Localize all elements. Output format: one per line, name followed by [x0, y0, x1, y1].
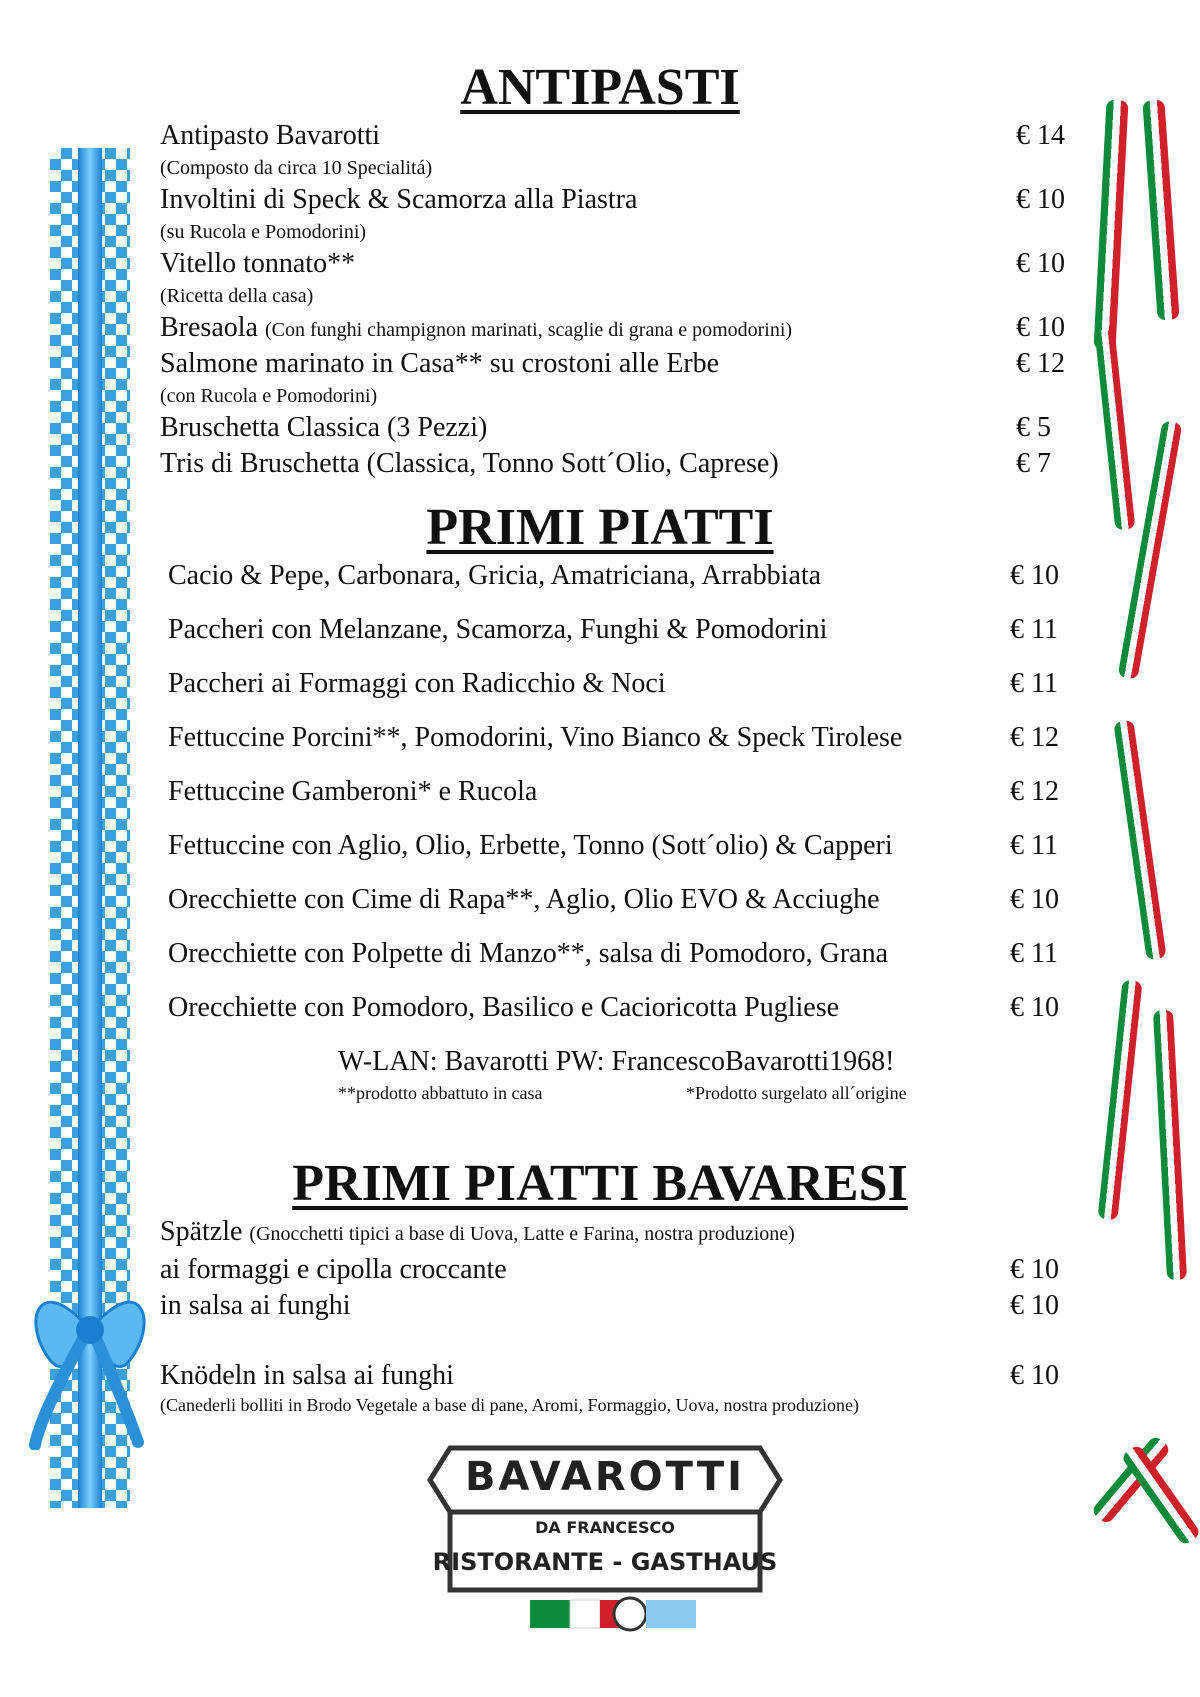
menu-item-name: ai formaggi e cipolla croccante [160, 1254, 507, 1285]
antipasti-heading: ANTIPASTI [460, 59, 740, 116]
wlan-info: W-LAN: Bavarotti PW: FrancescoBavarotti1968! [338, 1046, 895, 1077]
menu-item-description: (con Rucola e Pomodorini) [160, 385, 378, 407]
logo-tagline: RISTORANTE - GASTHAUS [432, 1548, 778, 1576]
menu-item-price: € 11 [1010, 830, 1058, 861]
menu-item-name: Fettuccine Gamberoni* e Rucola [168, 776, 538, 807]
menu-item-name: Spätzle [160, 1216, 243, 1247]
menu-item-price: € 10 [1010, 1360, 1059, 1391]
menu-item-name: Bruschetta Classica (3 Pezzi) [160, 412, 488, 443]
italian-ribbon-decoration [1153, 1010, 1187, 1281]
menu-item-bresaola [160, 312, 792, 346]
menu-item-description: (Composto da circa 10 Specialitá) [160, 157, 433, 179]
menu-item-name: Paccheri con Melanzane, Scamorza, Funghi & Pomodorini [168, 614, 828, 645]
menu-item-name: Bresaola [160, 312, 258, 343]
italian-ribbon-decoration [1093, 100, 1128, 351]
menu-item-name: Vitello tonnato** [160, 248, 356, 279]
menu-item-price: € 10 [1010, 1254, 1059, 1285]
primi-piatti-bavaresi-heading: PRIMI PIATTI BAVARESI [292, 1155, 908, 1212]
menu-item-price: € 12 [1010, 776, 1059, 807]
menu-item-name: Orecchiette con Polpette di Manzo**, salsa di Pomodoro, Grana [168, 938, 889, 969]
menu-item-price: € 11 [1010, 614, 1058, 645]
menu-item-description: (Gnocchetti tipici a base di Uova, Latte e Farina, nostra produzione) [249, 1223, 795, 1245]
menu-item-price: € 10 [1016, 248, 1065, 279]
menu-item-name: Orecchiette con Cime di Rapa**, Aglio, Olio EVO & Acciughe [168, 884, 880, 915]
menu-item-name: Antipasto Bavarotti [160, 120, 381, 151]
logo-subtitle: DA FRANCESCO [535, 1518, 675, 1537]
menu-item-price: € 14 [1016, 120, 1065, 151]
menu-item-price: € 11 [1010, 938, 1058, 969]
menu-item-description: (Canederli bolliti in Brodo Vegetale a base di pane, Aromi, Formaggio, Uova, nostra produzione) [160, 1395, 860, 1415]
menu-item-price: € 10 [1010, 560, 1059, 591]
menu-item-price: € 5 [1016, 412, 1051, 443]
italian-ribbon-decoration [1113, 720, 1166, 960]
menu-item-price: € 10 [1010, 992, 1059, 1023]
footnote-surgelato: *Prodotto surgelato all´origine [686, 1083, 907, 1103]
menu-item-name: Cacio & Pepe, Carbonara, Gricia, Amatriciana, Arrabbiata [168, 560, 822, 591]
menu-item-description: (su Rucola e Pomodorini) [160, 221, 367, 243]
italian-ribbon-decoration [1095, 330, 1136, 531]
menu-item-name: Fettuccine con Aglio, Olio, Erbette, Tonno (Sott´olio) & Capperi [168, 830, 893, 861]
menu-item-price: € 12 [1010, 722, 1059, 753]
menu-item-price: € 7 [1016, 448, 1051, 479]
menu-item-price: € 10 [1016, 184, 1065, 215]
ribbon-bow-icon [20, 1230, 160, 1450]
menu-item-name: Involtini di Speck & Scamorza alla Piastra [160, 184, 638, 215]
menu-item-name: Fettuccine Porcini**, Pomodorini, Vino Bianco & Speck Tirolese [168, 722, 903, 753]
menu-item-description: (Ricetta della casa) [160, 285, 314, 307]
menu-item-name: Salmone marinato in Casa** su crostoni alle Erbe [160, 348, 720, 379]
footnote-abbattuto: **prodotto abbattuto in casa [338, 1083, 543, 1103]
menu-item-spaetzle [160, 1216, 795, 1250]
menu-item-name: Knödeln in salsa ai funghi [160, 1360, 454, 1391]
menu-item-name: in salsa ai funghi [160, 1290, 351, 1321]
menu-item-name: Paccheri ai Formaggi con Radicchio & Noci [168, 668, 666, 699]
menu-item-price: € 10 [1010, 884, 1059, 915]
menu-item-price: € 10 [1016, 312, 1065, 343]
menu-item-price: € 11 [1010, 668, 1058, 699]
menu-item-price: € 10 [1010, 1290, 1059, 1321]
italian-ribbon-decoration [1142, 100, 1179, 321]
logo-title: BAVAROTTI [464, 1454, 746, 1500]
menu-item-price: € 12 [1016, 348, 1065, 379]
menu-item-name: Orecchiette con Pomodoro, Basilico e Cacioricotta Pugliese [168, 992, 840, 1023]
bavarotti-logo [420, 1440, 790, 1640]
menu-item-name: Tris di Bruschetta (Classica, Tonno Sott´Olio, Caprese) [160, 448, 779, 479]
menu-item-description: (Con funghi champignon marinati, scaglie di grana e pomodorini) [264, 319, 793, 341]
primi-piatti-heading: PRIMI PIATTI [426, 499, 774, 556]
